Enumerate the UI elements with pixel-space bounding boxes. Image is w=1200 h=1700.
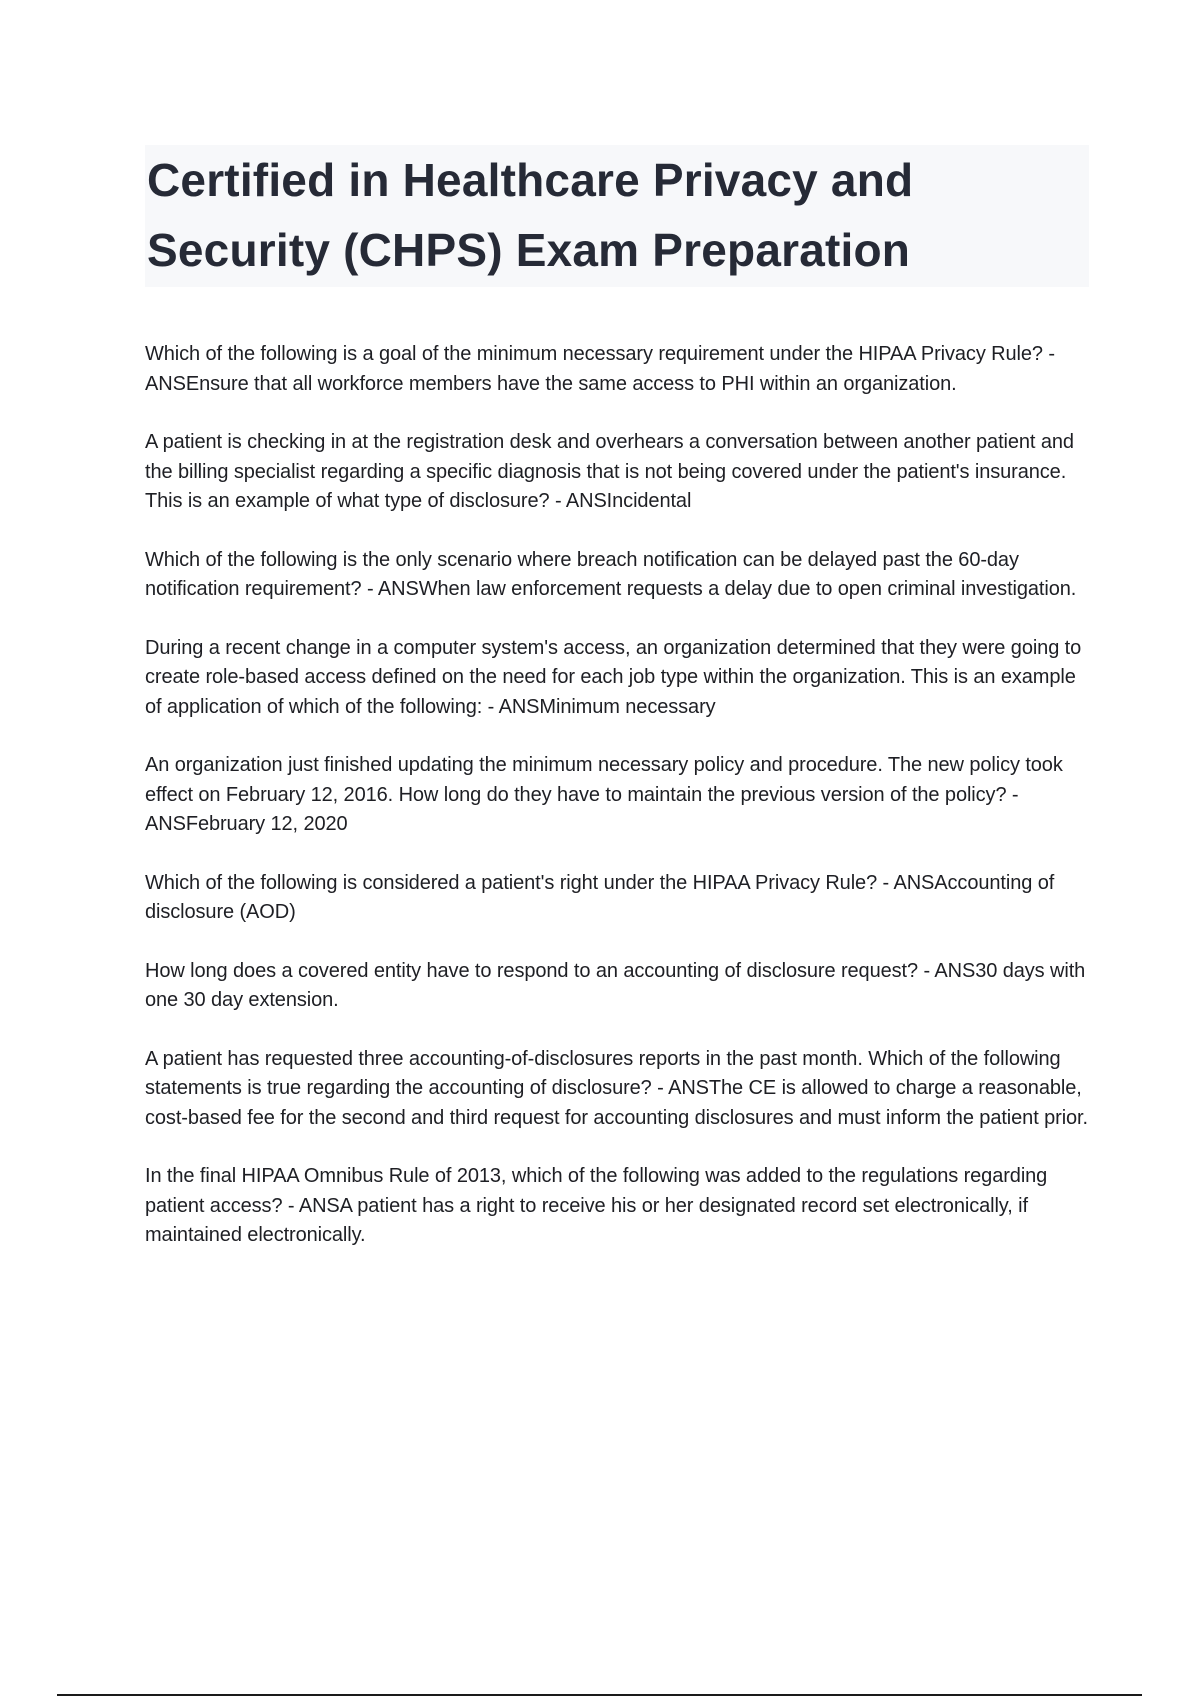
- footer-divider: [57, 1694, 1142, 1696]
- qa-item: During a recent change in a computer system's access, an organization determined that they were going to create role-based access defined on the need for each job type within the organization. This is an example of application of which of the following: - ANSMinimum necessary: [145, 636, 1082, 718]
- qa-item: A patient has requested three accounting-of-disclosures reports in the past month. Which of the following statements is true regarding the accounting of disclosure? - ANSThe CE is allowed to charge a reasonable, cost-based fee for the second and third request for accounting disclosures and must inform the patient prior.: [145, 1047, 1088, 1129]
- page-title: Certified in Healthcare Privacy and Security (CHPS) Exam Preparation: [147, 154, 914, 276]
- qa-item: A patient is checking in at the registration desk and overhears a conversation between another patient and the billing specialist regarding a specific diagnosis that is not being covered under the patient's insurance. This is an example of what type of disclosure? - ANSIncidental: [145, 431, 1074, 512]
- qa-item: In the final HIPAA Omnibus Rule of 2013, which of the following was added to the regulations regarding patient access? - ANSA patient has a right to receive his or her designated record set electronically, if maintained electronically.: [145, 1165, 1048, 1246]
- qa-list: [145, 340, 1095, 1280]
- qa-item: An organization just finished updating the minimum necessary policy and procedure. The new policy took effect on February 12, 2016. How long do they have to maintain the previous version of the policy? - ANSFebruary 12, 2020: [145, 754, 1063, 835]
- qa-item: Which of the following is considered a patient's right under the HIPAA Privacy Rule? - ANSAccounting of disclosure (AOD): [145, 871, 1055, 923]
- title-block: [145, 145, 1089, 287]
- qa-item: How long does a covered entity have to respond to an accounting of disclosure request? - ANS30 days with one 30 day extension.: [145, 959, 1086, 1011]
- qa-item: Which of the following is a goal of the minimum necessary requirement under the HIPAA Privacy Rule? - ANSEnsure that all workforce members have the same access to PHI within an organization.: [145, 343, 1055, 395]
- qa-item: Which of the following is the only scenario where breach notification can be delayed past the 60-day notification requirement? - ANSWhen law enforcement requests a delay due to open criminal investigation.: [145, 548, 1077, 600]
